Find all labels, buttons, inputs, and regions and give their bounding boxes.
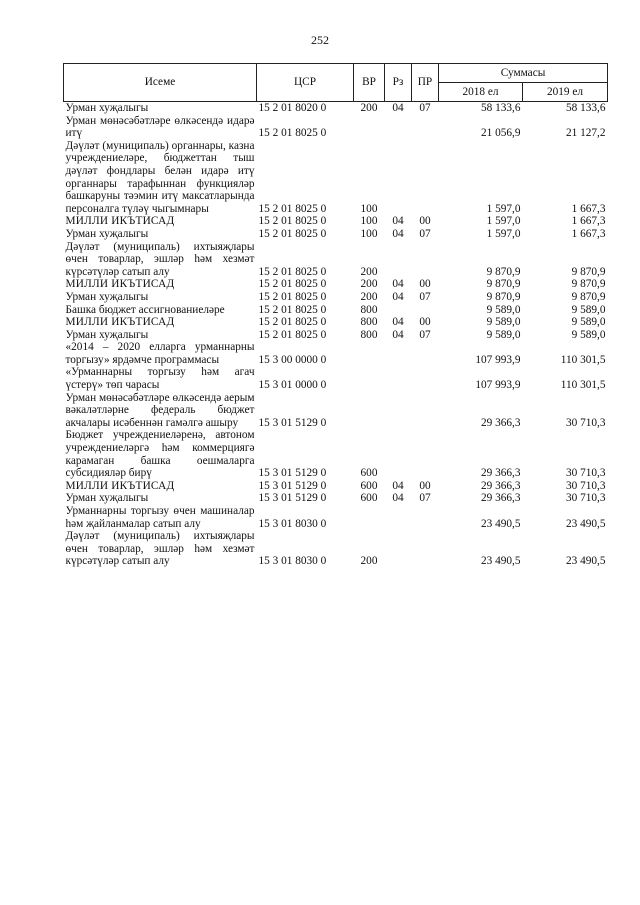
- row-csr: 15 2 01 8020 0: [258, 102, 327, 114]
- row-amount-2019: 9 870,9: [571, 290, 606, 303]
- row-rz: [385, 392, 412, 430]
- table-row: [64, 304, 608, 317]
- row-vr: 800: [360, 316, 378, 329]
- table-row: [64, 102, 608, 115]
- row-amount-2018: 29 366,3: [480, 416, 521, 429]
- row-amount-2019: 9 589,0: [571, 328, 606, 341]
- row-rz: [385, 505, 412, 530]
- table-row: [64, 228, 608, 241]
- row-pr: 07: [419, 227, 431, 240]
- row-vr: [354, 115, 385, 140]
- row-amount-2019: 30 710,3: [565, 416, 606, 429]
- row-pr: [412, 304, 439, 317]
- row-amount-2018: 9 589,0: [486, 328, 521, 341]
- row-pr: [412, 140, 439, 216]
- row-csr: 15 3 00 0000 0: [258, 353, 327, 366]
- row-name: МИЛЛИ ИКЪТИСАД: [65, 215, 175, 228]
- header-2019: 2019 ел: [523, 83, 608, 102]
- row-csr: 15 2 01 8025 0: [258, 227, 327, 240]
- table-row: [64, 429, 608, 479]
- row-csr: 15 3 01 0000 0: [258, 379, 327, 392]
- row-pr: [412, 530, 439, 568]
- row-pr: [412, 505, 439, 530]
- header-rz: Рз: [385, 64, 412, 102]
- row-name: Бюджет учреждениеләренә, автоном учреждениеләргә һәм коммерциягә карамаган башка оешмаларга субсидияләр бирү: [65, 429, 255, 480]
- row-amount-2018: 9 870,9: [486, 290, 521, 303]
- row-name: МИЛЛИ ИКЪТИСАД: [65, 479, 175, 492]
- table-row: [64, 278, 608, 291]
- row-name: Урман мөнәсәбәтләре өлкәсендә аерым вәкаләтләрне федераль бюджет акчалары исәбеннән гамәлгә ашыру: [65, 391, 255, 429]
- row-name: «2014 – 2020 елларга урманнарны торгызу» ярдәмче программасы: [65, 341, 255, 366]
- row-rz: [385, 304, 412, 317]
- header-2018: 2018 ел: [439, 83, 523, 102]
- row-rz: [385, 241, 412, 279]
- table-row: [64, 241, 608, 279]
- row-amount-2019: 23 490,5: [565, 555, 606, 568]
- row-vr: [354, 341, 385, 366]
- row-amount-2018: 29 366,3: [480, 479, 521, 492]
- row-vr: 100: [360, 215, 378, 228]
- row-name: Дәүләт (муниципаль) ихтыяҗлары өчен товарлар, эшләр һәм хезмәт күрсәтүләр сатып алу: [65, 530, 255, 568]
- row-vr: 800: [360, 328, 378, 341]
- row-amount-2018: 21 056,9: [480, 127, 521, 140]
- row-rz: 04: [392, 290, 404, 303]
- row-csr: 15 3 01 8030 0: [258, 555, 327, 568]
- row-pr: 00: [419, 215, 431, 228]
- row-rz: 04: [392, 278, 404, 291]
- header-pr: ПР: [412, 64, 439, 102]
- row-rz: 04: [392, 316, 404, 329]
- row-amount-2018: 1 597,0: [486, 202, 521, 215]
- row-csr: 15 2 01 8025 0: [258, 303, 327, 316]
- row-name: Дәүләт (муниципаль) ихтыяҗлары өчен товарлар, эшләр һәм хезмәт күрсәтүләр сатып алу: [65, 240, 255, 278]
- header-name: Исеме: [64, 64, 257, 102]
- row-rz: [385, 429, 412, 479]
- row-name: «Урманнарны торгызу һәм агач үстерү» төп чарасы: [65, 366, 255, 392]
- row-rz: [385, 140, 412, 216]
- table-row: [64, 329, 608, 342]
- row-name: Урман хуҗалыгы: [65, 290, 149, 303]
- row-vr: 200: [360, 555, 378, 568]
- row-amount-2019: 30 710,3: [565, 479, 606, 492]
- row-amount-2018: 23 490,5: [480, 555, 521, 568]
- row-rz: [385, 115, 412, 140]
- row-rz: 04: [392, 227, 404, 240]
- row-amount-2019: 9 589,0: [571, 303, 606, 316]
- row-name: МИЛЛИ ИКЪТИСАД: [65, 278, 175, 291]
- row-vr: 200: [360, 102, 378, 114]
- table-row: [64, 530, 608, 568]
- row-pr: [412, 241, 439, 279]
- row-amount-2018: 107 993,9: [475, 379, 521, 392]
- page-number: 252: [311, 33, 329, 47]
- row-amount-2019: 58 133,6: [565, 102, 606, 114]
- row-vr: 200: [360, 265, 378, 278]
- row-name: Урман хуҗалыгы: [65, 492, 149, 505]
- table-row: [64, 115, 608, 140]
- row-amount-2018: 9 589,0: [486, 303, 521, 316]
- row-pr: [412, 366, 439, 391]
- table-row: [64, 505, 608, 530]
- row-vr: 600: [360, 479, 378, 492]
- row-name: Урман мөнәсәбәтләре өлкәсендә идарә итү: [65, 114, 255, 140]
- row-csr: 15 3 01 8030 0: [258, 517, 327, 530]
- row-rz: 04: [392, 215, 404, 228]
- row-amount-2018: 1 597,0: [486, 227, 521, 240]
- row-amount-2018: 9 870,9: [486, 278, 521, 291]
- row-pr: 07: [419, 290, 431, 303]
- row-vr: [354, 366, 385, 391]
- header-csr: ЦСР: [257, 64, 354, 102]
- row-name: Урман хуҗалыгы: [65, 102, 149, 114]
- header-sums: Суммасы: [439, 64, 608, 83]
- row-rz: 04: [392, 479, 404, 492]
- table-row: [64, 215, 608, 228]
- row-rz: [385, 366, 412, 391]
- row-rz: [385, 530, 412, 568]
- row-csr: 15 2 01 8025 0: [258, 290, 327, 303]
- table-row: [64, 140, 608, 216]
- row-name: Урман хуҗалыгы: [65, 328, 149, 341]
- row-pr: 00: [419, 278, 431, 291]
- row-name: Урман хуҗалыгы: [65, 227, 149, 240]
- row-vr: 600: [360, 467, 378, 480]
- row-amount-2019: 23 490,5: [565, 517, 606, 530]
- row-pr: 00: [419, 316, 431, 329]
- row-vr: [354, 505, 385, 530]
- row-vr: 100: [360, 227, 378, 240]
- table-row: [64, 392, 608, 430]
- row-vr: 600: [360, 492, 378, 505]
- row-vr: 100: [360, 202, 378, 215]
- row-vr: 800: [360, 303, 378, 316]
- row-pr: 07: [419, 328, 431, 341]
- row-csr: 15 2 01 8025 0: [258, 265, 327, 278]
- row-pr: [412, 429, 439, 479]
- row-vr: 200: [360, 290, 378, 303]
- row-amount-2019: 30 710,3: [565, 467, 606, 480]
- row-amount-2018: 58 133,6: [480, 102, 521, 114]
- budget-table: [63, 63, 608, 568]
- row-amount-2018: 9 589,0: [486, 316, 521, 329]
- row-name: Башка бюджет ассигнованиеләре: [65, 303, 225, 316]
- row-pr: [412, 392, 439, 430]
- table-body: [64, 102, 608, 568]
- row-amount-2019: 9 870,9: [571, 265, 606, 278]
- table-row: [64, 316, 608, 329]
- table-row: [64, 291, 608, 304]
- row-csr: 15 3 01 5129 0: [258, 467, 327, 480]
- row-name: Урманнарны торгызу өчен машиналар һәм җайланмалар сатып алу: [65, 505, 255, 530]
- row-amount-2018: 1 597,0: [486, 215, 521, 228]
- row-pr: [412, 341, 439, 366]
- row-csr: 15 3 01 5129 0: [258, 492, 327, 505]
- header-vr: ВР: [354, 64, 385, 102]
- row-amount-2019: 1 667,3: [571, 227, 606, 240]
- row-amount-2019: 110 301,5: [560, 353, 606, 366]
- table-row: [64, 480, 608, 493]
- row-amount-2018: 107 993,9: [475, 353, 521, 366]
- row-rz: [385, 341, 412, 366]
- row-amount-2019: 9 589,0: [571, 316, 606, 329]
- row-csr: 15 3 01 5129 0: [258, 416, 327, 429]
- row-csr: 15 2 01 8025 0: [258, 278, 327, 291]
- row-amount-2018: 29 366,3: [480, 467, 521, 480]
- row-rz: 04: [392, 328, 404, 341]
- row-csr: 15 2 01 8025 0: [258, 202, 327, 215]
- row-pr: [412, 115, 439, 140]
- row-amount-2019: 110 301,5: [560, 379, 606, 392]
- row-name: МИЛЛИ ИКЪТИСАД: [65, 316, 175, 329]
- row-vr: [354, 392, 385, 430]
- row-csr: 15 2 01 8025 0: [258, 215, 327, 228]
- row-name: Дәүләт (муниципаль) органнары, казна учреждениеләре, бюджеттан тыш дәүләт фондлары белән идарә итү органнары тарафыннан функцияләр башкаруны тәэмин итү максатларында персоналга түләү чыгымнары: [65, 139, 255, 215]
- row-pr: 07: [419, 492, 431, 505]
- row-csr: 15 2 01 8025 0: [258, 316, 327, 329]
- row-pr: 00: [419, 479, 431, 492]
- row-amount-2018: 23 490,5: [480, 517, 521, 530]
- row-amount-2018: 29 366,3: [480, 492, 521, 505]
- table-row: [64, 366, 608, 391]
- row-csr: 15 2 01 8025 0: [258, 127, 327, 140]
- row-amount-2019: 1 667,3: [571, 202, 606, 215]
- row-csr: 15 2 01 8025 0: [258, 328, 327, 341]
- table-header: [64, 64, 608, 102]
- row-csr: 15 3 01 5129 0: [258, 479, 327, 492]
- row-amount-2019: 9 870,9: [571, 278, 606, 291]
- table-row: [64, 341, 608, 366]
- row-rz: 04: [392, 102, 404, 114]
- row-vr: 200: [360, 278, 378, 291]
- row-amount-2019: 1 667,3: [571, 215, 606, 228]
- table-row: [64, 492, 608, 505]
- row-amount-2019: 21 127,2: [565, 127, 606, 140]
- row-rz: 04: [392, 492, 404, 505]
- row-pr: 07: [419, 102, 431, 114]
- row-amount-2019: 30 710,3: [565, 492, 606, 505]
- row-amount-2018: 9 870,9: [486, 265, 521, 278]
